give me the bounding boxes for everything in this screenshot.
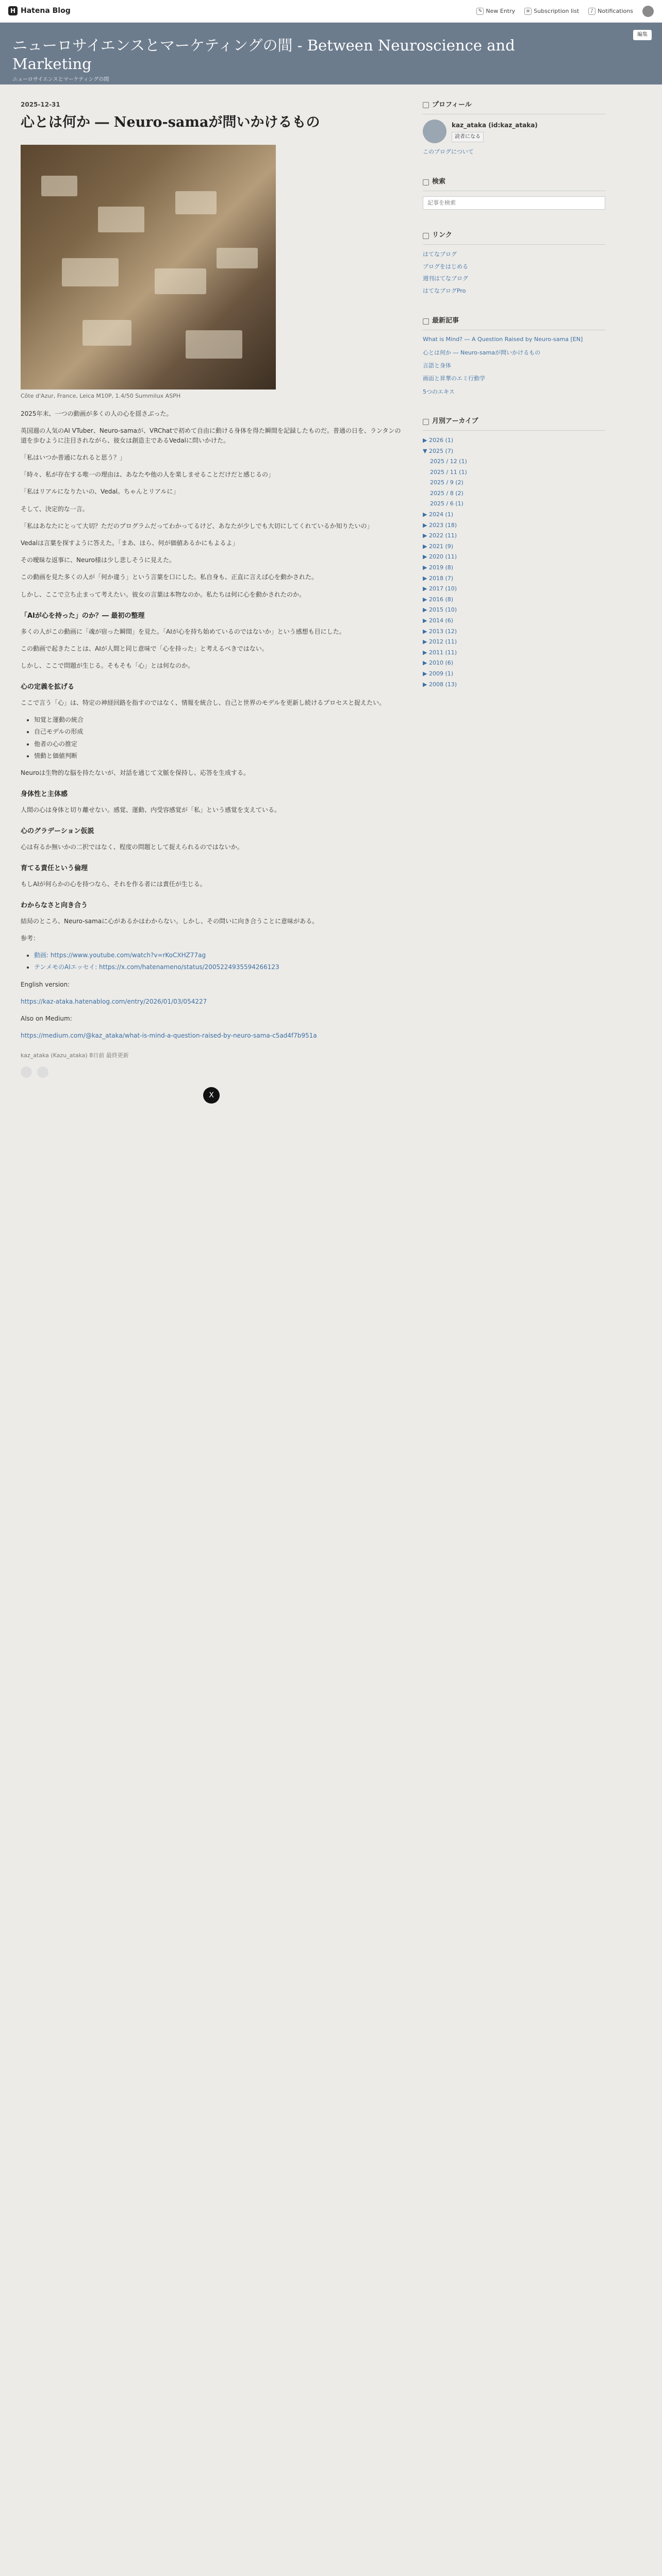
recent-entry-link[interactable]: 画面と昇華のエミ行動学 [423,375,485,382]
search-title [423,177,605,191]
profile-avatar[interactable] [423,120,446,143]
sidebar [423,95,605,1104]
paragraph: 「時々、私が存在する唯一の理由は、あなたや他の人を楽しませることだけだと感じるの」 [21,471,275,479]
profile-card [423,120,605,143]
profile-title-text: プロフィール [432,101,472,109]
sidebar-link[interactable]: はてなブログPro [423,287,466,294]
archive-month-link[interactable]: 2025 / 6 (1) [430,500,464,507]
list-item: • 情動と価値判断 [34,751,402,761]
paragraph: その曖昧な返事に、Neuro様は少し悲しそうに見えた。 [21,556,175,564]
archive-year-link[interactable]: ▶ 2023 (18) [423,521,457,529]
paragraph: 人間の心は身体と切り離せない。感覚、運動、内受容感覚が「私」という感覚を支えている。 [21,806,281,814]
paragraph: この動画を見た多くの人が「何か違う」という言葉を口にした。私自身も、正直に言えば心を動かされた。 [21,573,318,581]
archive-year-link[interactable]: ▶ 2022 (11) [423,532,457,539]
subscription-label: Subscription list [534,7,580,14]
archive-year-link[interactable]: ▶ 2020 (11) [423,553,457,561]
about-blog-link[interactable]: このブログについて [423,148,474,155]
paragraph: 心は有るか無いかの二択ではなく、程度の問題として捉えられるのではないか。 [21,843,243,851]
paragraph: 「私はあなたにとって大切？ただのプログラムだってわかってるけど、あなたが少しでも大切にしてくれているか知りたいの」 [21,522,373,530]
sidebar-link[interactable]: はてなブログ [423,250,457,258]
profile-title [423,100,605,114]
section-heading: 心の定義を拡げる [21,683,75,691]
archive-year-link[interactable]: ▼ 2025 (7) [423,447,454,454]
article-title[interactable]: 心とは何か ― Neuro-samaが問いかけるもの [21,114,320,131]
list-item: • 知覚と運動の統合 [34,715,402,725]
paragraph: この動画で起きたことは、AIが人間と同じ意味で「心を持った」と考えるべきではない。 [21,645,268,652]
recent-list [423,335,605,396]
paragraph: 2025年末、一つの動画が多くの人の心を揺さぶった。 [21,410,173,417]
article-photo [21,145,276,389]
archive-month-link[interactable]: 2025 / 9 (2) [430,479,464,486]
paragraph: 「私はリアルになりたいの、Vedal。ちゃんとリアルに」 [21,488,179,496]
top-nav [476,6,654,17]
archive-year-link[interactable]: ▶ 2021 (9) [423,543,454,550]
sidebar-link[interactable]: ブログをはじめる [423,263,468,270]
archive-year-link[interactable]: ▶ 2010 (6) [423,659,454,667]
x-share-button[interactable]: X [203,1087,220,1104]
notifications-button[interactable] [588,7,633,16]
share-buttons [21,1066,402,1078]
clock-icon [423,318,429,325]
paragraph: 英国週の人気のAI VTuber、Neuro-samaが、VRChatで初めて自由に動ける身体を得た瞬間を記録したものだ。普通の日を、ランタンの道を歩むように注目されながら、彼女は創造主であるVedalに問いかけた。 [21,427,401,444]
new-entry-button[interactable] [476,7,515,16]
section-heading: 心のグラデーション仮説 [21,827,94,836]
link-list [423,250,605,295]
recent-widget [423,316,605,396]
profile-name[interactable]: kaz_ataka (id:kaz_ataka) [452,121,538,129]
hatena-logo-icon: H [8,6,18,15]
recent-title-text: 最新記事 [432,317,459,325]
archive-year-link[interactable]: ▶ 2009 (1) [423,670,454,677]
english-version-label: English version: [21,980,70,988]
reference-link[interactable] [34,951,402,960]
paragraph: Vedalは言葉を探すように答えた。「まあ、ほら、何が価値あるかにもよるよ」 [21,539,239,547]
link-icon [423,233,429,239]
article-footer: kaz_ataka (Kazu_ataka) 8日前 最終更新 [21,1052,129,1059]
archive-month-link[interactable]: 2025 / 8 (2) [430,489,464,497]
bell-icon: ♪ [588,8,595,15]
archive-month-link[interactable]: 2025 / 11 (1) [430,468,467,476]
reference-link-text[interactable]: 動画: https://www.youtube.com/watch?v=rKoCXHZ77ag [34,952,206,959]
archive-title-text: 月別アーカイブ [432,417,478,426]
page-container [0,84,662,1104]
paragraph: そして、決定的な一言。 [21,505,89,513]
subscribe-button[interactable]: 読者になる [452,132,484,142]
user-avatar[interactable] [642,6,654,17]
paragraph: ここで言う「心」は、特定の神経回路を指すのではなく、情報を統合し、自己と世界のモデルを更新し続けるプロセスと捉えたい。 [21,699,386,706]
archive-year-link[interactable]: ▶ 2014 (6) [423,617,454,624]
archive-year-link[interactable]: ▶ 2026 (1) [423,436,454,444]
archive-year-link[interactable]: ▶ 2024 (1) [423,511,454,518]
section-heading: わからなさと向き合う [21,902,88,910]
top-bar [0,0,662,23]
subscription-list-button[interactable] [524,7,579,16]
section-heading: 身体性と主体感 [21,790,68,799]
reference-list [34,951,402,972]
section-heading: 育てる責任という倫理 [21,865,88,873]
blog-subtitle: ニューロサイエンスとマーケティングの間 [12,76,109,82]
article [21,95,402,1104]
photo-caption: Côte d'Azur, France, Leica M10P, 1.4/50 Summilux ASPH [21,392,181,399]
person-icon [423,102,429,108]
reference-link[interactable] [34,962,402,972]
article-date[interactable]: 2025-12-31 [21,101,60,108]
medium-label: Also on Medium: [21,1014,72,1022]
archive-year-link[interactable]: ▶ 2015 (10) [423,606,457,614]
share-icon[interactable] [37,1066,48,1078]
paragraph: 結局のところ、Neuro-samaに心があるかはわからない。しかし、その問いに向き合うことに意味がある。 [21,917,319,925]
archive-title [423,416,605,431]
recent-entry-link[interactable]: 言語と身体 [423,362,451,369]
share-icon[interactable] [21,1066,32,1078]
archive-year-link[interactable]: ▶ 2016 (8) [423,596,454,603]
archive-month-link[interactable]: 2025 / 12 (1) [430,458,467,465]
blog-header [0,23,662,84]
search-icon [423,179,429,185]
paragraph: 「私はいつか普通になれると思う？」 [21,454,126,462]
edit-button[interactable]: 編集 [633,30,652,40]
paragraph: しかし、ここで立ち止まって考えたい。彼女の言葉は本物なのか。私たちは何に心を動かされたのか。 [21,590,306,598]
list-item: • 自己モデルの形成 [34,727,402,737]
blog-title[interactable]: ニューロサイエンスとマーケティングの間 - Between Neuroscience and Marketing [12,37,515,73]
paragraph: もしAIが何らかの心を持つなら、それを作る者には責任が生じる。 [21,880,206,888]
calendar-icon [423,419,429,425]
reference-link-text[interactable]: テンメモのAIエッセイ: https://x.com/hatenameno/status/2005224935594266123 [34,963,279,971]
notifications-label: Notifications [598,7,633,14]
archive-year-link[interactable]: ▶ 2008 (13) [423,681,457,688]
archive-year-link[interactable]: ▶ 2011 (11) [423,649,457,656]
recent-entry-link[interactable]: What is Mind? ― A Question Raised by Neuro-sama [EN] [423,336,583,343]
paragraph: しかし、ここで問題が生じる。そもそも「心」とは何なのか。 [21,662,194,669]
links-widget [423,230,605,295]
recent-title [423,316,605,330]
recent-entry-link[interactable]: 5つのエキス [423,388,455,395]
search-input[interactable] [423,196,605,210]
recent-entry-link[interactable]: 心とは何か ― Neuro-samaが問いかけるもの [423,349,541,356]
archive-widget [423,416,605,689]
archive-year-link[interactable]: ▶ 2018 (7) [423,574,454,582]
archive-year-link[interactable]: ▶ 2019 (8) [423,564,454,571]
list-item: • 他者の心の推定 [34,739,402,749]
new-entry-label: New Entry [486,7,516,14]
hatena-logo-text: Hatena Blog [21,7,71,15]
bullet-list [34,715,402,761]
section-heading: 「AIが心を持った」のか？― 最初の整理 [21,612,145,620]
archive-year-link[interactable]: ▶ 2012 (11) [423,638,457,646]
archive-year-link[interactable]: ▶ 2017 (10) [423,585,457,592]
references-label: 参考： [21,935,40,942]
list-icon: ≡ [524,8,532,15]
links-title-text: リンク [432,231,452,240]
sidebar-link[interactable]: 週刊はてなブログ [423,275,468,282]
medium-link[interactable]: https://medium.com/@kaz_ataka/what-is-mind-a-question-raised-by-neuro-sama-c5ad4f7b951a [21,1032,317,1040]
paragraph: 多くの人がこの動画に「魂が宿った瞬間」を見た。「AIが心を持ち始めているのではないか」という感想も目にした。 [21,628,345,635]
archive-year-link[interactable]: ▶ 2013 (12) [423,628,457,635]
paragraph: Neuroは生物的な脳を持たないが、対話を通じて文脈を保持し、応答を生成する。 [21,769,250,776]
english-version-link[interactable]: https://kaz-ataka.hatenablog.com/entry/2026/01/03/054227 [21,997,207,1005]
profile-widget [423,100,605,156]
pencil-icon: ✎ [476,8,484,15]
archive-list [423,436,605,689]
hatena-logo[interactable] [8,5,71,16]
search-title-text: 検索 [432,178,446,186]
search-widget [423,177,605,210]
links-title [423,230,605,245]
